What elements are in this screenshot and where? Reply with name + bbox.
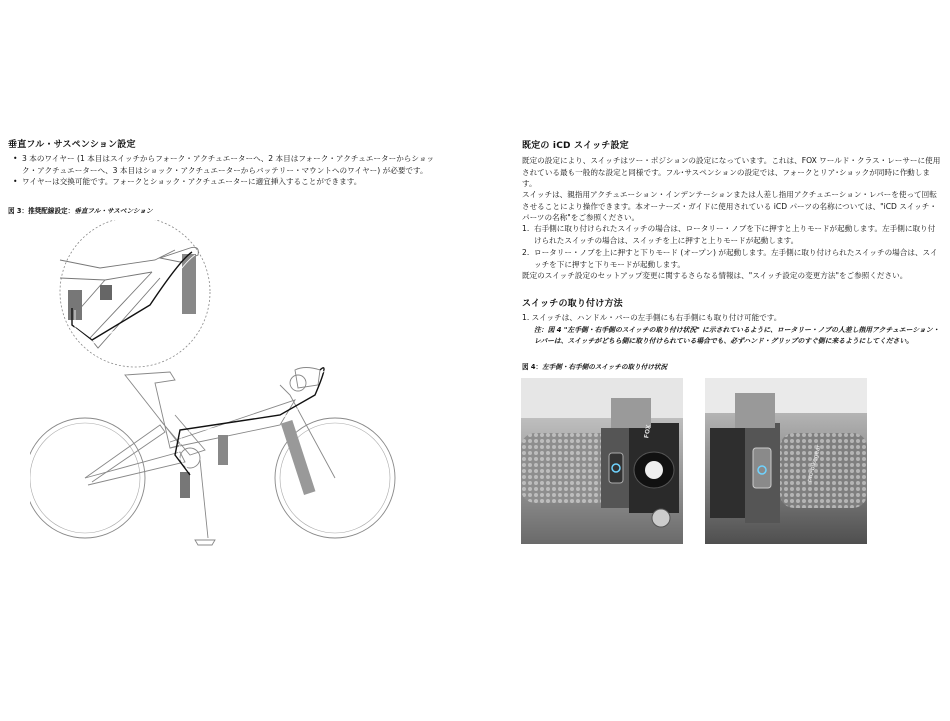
grip-brand-label: pro-bikegear (805, 444, 823, 483)
photo-left-side-switch (521, 378, 683, 544)
right-heading-default-switch: 既定の iCD スイッチ設定 (522, 141, 629, 151)
right-install-step (522, 312, 942, 324)
list-item (522, 223, 942, 246)
right-list1 (522, 223, 942, 270)
bike-wiring-illustration (30, 220, 420, 550)
list-item (522, 247, 942, 270)
list-number: 2. (522, 248, 530, 257)
list-item: • ワイヤーは交換可能です。フォークとショック・アクチュエーターに適宜挿入することができます。 (10, 176, 435, 188)
figure4-caption-label: 図 4： (522, 363, 543, 371)
figure4-caption (522, 361, 667, 371)
right-para3: 既定のスイッチ設定のセットアップ変更に関するさらなる情報は、"スイッチ設定の変更方法"をご参照ください。 (522, 271, 908, 280)
figure4-caption-title: 左手側・右手側のスイッチの取り付け状況 (542, 363, 668, 371)
list-number: 1. (522, 224, 530, 233)
list-text: スイッチは、ハンドル・バーの左手側にも右手側にも取り付け可能です。 (531, 313, 782, 322)
list-text: ロータリー・ノブを上に押すと下りモード (オープン) が起動します。左手側に取り付けられたスイッチの場合は、スイッチを下に押すと下りモードが起動します。 (534, 248, 938, 269)
shock-actuator (218, 435, 228, 465)
figure3-caption-title: 垂直フル・サスペンション (74, 207, 153, 215)
figure3-caption (8, 205, 153, 215)
right-para2: スイッチは、親指用アクチュエーション・インデンテーションまたは人差し指用アクチュエーション・レバーを使って回転させることにより操作できます。本オーナーズ・ガイドに使用されている iCD パーツの名称については、"iCD スイッチ・パーツの名称"をご参照ください。 (522, 190, 937, 222)
list-number: 1. (522, 313, 530, 322)
magnified-frame (60, 247, 198, 348)
fox-brand-label: FOX (643, 424, 653, 439)
left-heading: 垂直フル・サスペンション設定 (8, 140, 136, 150)
install-note: 注：図 4 "左手側・右手側のスイッチの取り付け状況" に示されているように、ロータリー・ノブの人差し指用アクチュエーション・レバーは、スイッチがどちら側に取り付けられている場合でも、必ずハンド・グリップのすぐ側に来るようにしてください。 (534, 326, 940, 345)
photo-right-side-switch (705, 378, 867, 544)
list-item: • 3 本のワイヤー (1 本目はスイッチからフォーク・アクチュエーターへ、2 本目はフォーク・アクチュエーターからショック・アクチュエーターへ、3 本目はショック・アクチュエーターからバッテリー・マウントへのワイヤー) が必要です。 (10, 153, 435, 176)
figure3-caption-label: 図 3：推奨配線設定： (8, 207, 75, 215)
rear-wheel (30, 418, 145, 538)
left-bullet-list (10, 153, 435, 188)
right-heading-install: スイッチの取り付け方法 (522, 299, 623, 309)
list-text: 右手側に取り付けられたスイッチの場合は、ロータリー・ノブを下に押すと上りモードが起動します。左手側に取り付けられたスイッチの場合は、スイッチを上に押すと上りモードが起動します。 (534, 224, 936, 245)
right-para1: 既定の設定により、スイッチはツー・ポジションの設定になっています。これは、FOX ワールド・クラス・レーサーに使用されている最も一般的な設定と同様です。フル･サスペンションの設定では、フォークとリア･ショックが同時に作動します。 (522, 156, 941, 188)
